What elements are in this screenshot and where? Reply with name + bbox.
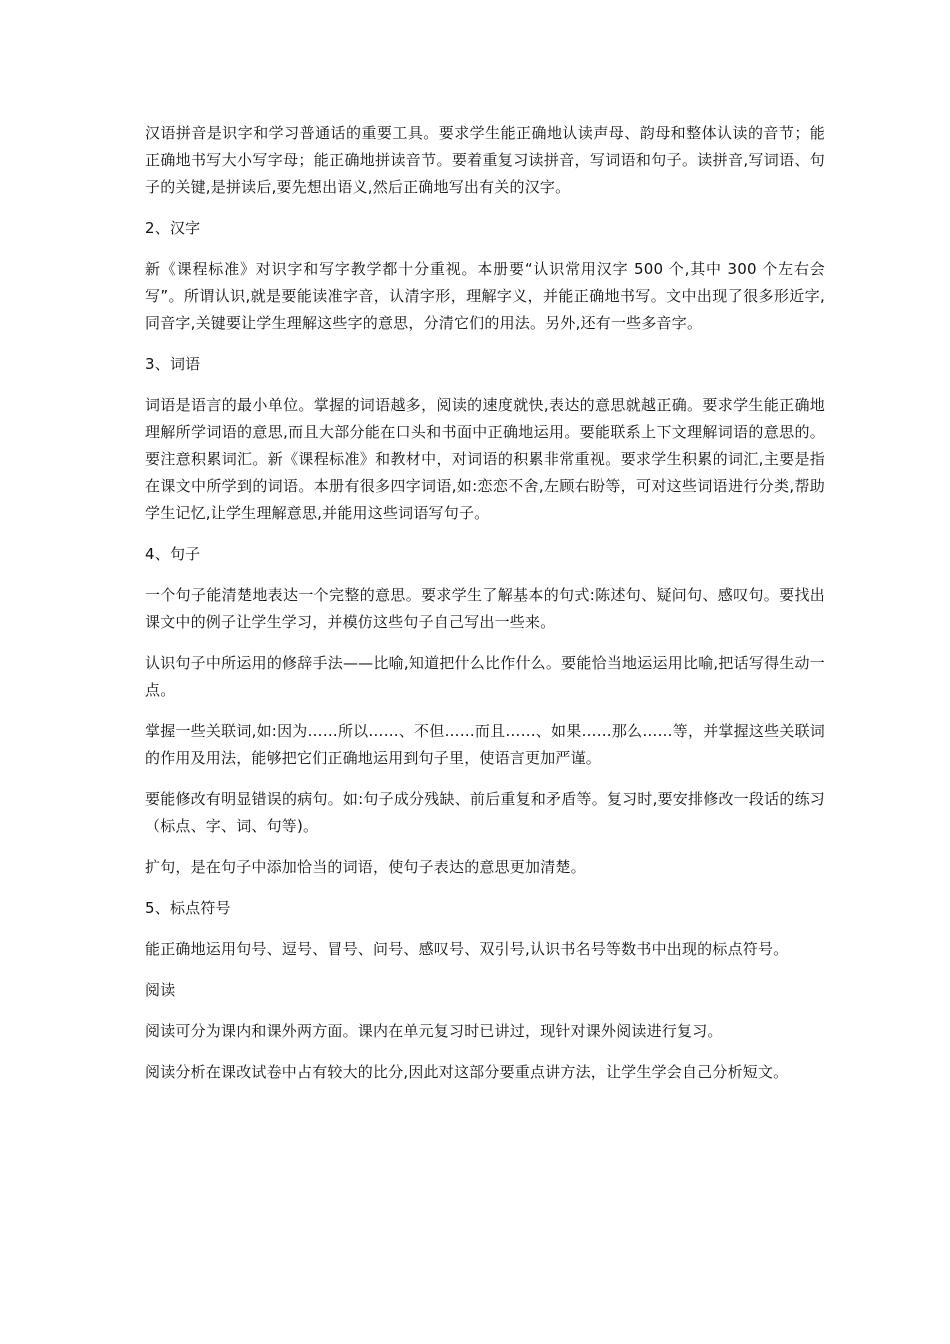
paragraph-juzi-5: 扩句，是在句子中添加恰当的词语，使句子表达的意思更加清楚。 (145, 858, 586, 876)
paragraph-juzi-2: 认识句子中所运用的修辞手法——比喻,知道把什么比作什么。要能恰当地运运用比喻,把话写得生动一点。 (145, 654, 825, 699)
paragraph-yuedu-2: 阅读分析在课改试卷中占有较大的比分,因此对这部分要重点讲方法，让学生学会自己分析短文。 (145, 1063, 789, 1081)
heading-biaodian: 5、标点符号 (145, 899, 231, 917)
heading-ciyu: 3、词语 (145, 355, 201, 373)
paragraph-biaodian: 能正确地运用句号、逗号、冒号、问号、感叹号、双引号,认识书名号等数书中出现的标点符号。 (145, 940, 789, 958)
paragraph-pinyin: 汉语拼音是识字和学习普通话的重要工具。要求学生能正确地认读声母、韵母和整体认读的音节；能正确地书写大小写字母；能正确地拼读音节。要着重复习读拼音，写词语和句子。读拼音,写词语、句子的关键,是拼读后,要先想出语义,然后正确地写出有关的汉字。 (145, 124, 825, 196)
heading-hanzi: 2、汉字 (145, 219, 201, 237)
document-page (145, 120, 825, 1100)
paragraph-hanzi: 新《课程标准》对识字和写字教学都十分重视。本册要“认识常用汉字 500 个,其中 300 个左右会写”。所谓认识,就是要能读准字音，认清字形，理解字义，并能正确地书写。文中出现了很多形近字,同音字,关键要让学生理解这些字的意思，分清它们的用法。另外,还有一些多音字。 (145, 260, 825, 332)
paragraph-juzi-4: 要能修改有明显错误的病句。如:句子成分残缺、前后重复和矛盾等。复习时,要安排修改一段话的练习（标点、字、词、句等)。 (145, 790, 825, 835)
paragraph-yuedu-1: 阅读可分为课内和课外两方面。课内在单元复习时已讲过，现针对课外阅读进行复习。 (145, 1022, 723, 1040)
heading-juzi: 4、句子 (145, 545, 201, 563)
heading-yuedu: 阅读 (145, 981, 176, 999)
paragraph-juzi-3: 掌握一些关联词,如:因为……所以……、不但……而且……、如果……那么……等，并掌握这些关联词的作用及用法，能够把它们正确地运用到句子里，使语言更加严谨。 (145, 722, 825, 767)
paragraph-juzi-1: 一个句子能清楚地表达一个完整的意思。要求学生了解基本的句式:陈述句、疑问句、感叹句。要找出课文中的例子让学生学习，并模仿这些句子自己写出一些来。 (145, 586, 825, 631)
paragraph-ciyu: 词语是语言的最小单位。掌握的词语越多，阅读的速度就快,表达的意思就越正确。要求学生能正确地理解所学词语的意思,而且大部分能在口头和书面中正确地运用。要能联系上下文理解词语的意思的。要注意积累词汇。新《课程标准》和教材中，对词语的积累非常重视。要求学生积累的词汇,主要是指在课文中所学到的词语。本册有很多四字词语,如:恋恋不舍,左顾右盼等，可对这些词语进行分类,帮助学生记忆,让学生理解意思,并能用这些词语写句子。 (145, 396, 825, 522)
